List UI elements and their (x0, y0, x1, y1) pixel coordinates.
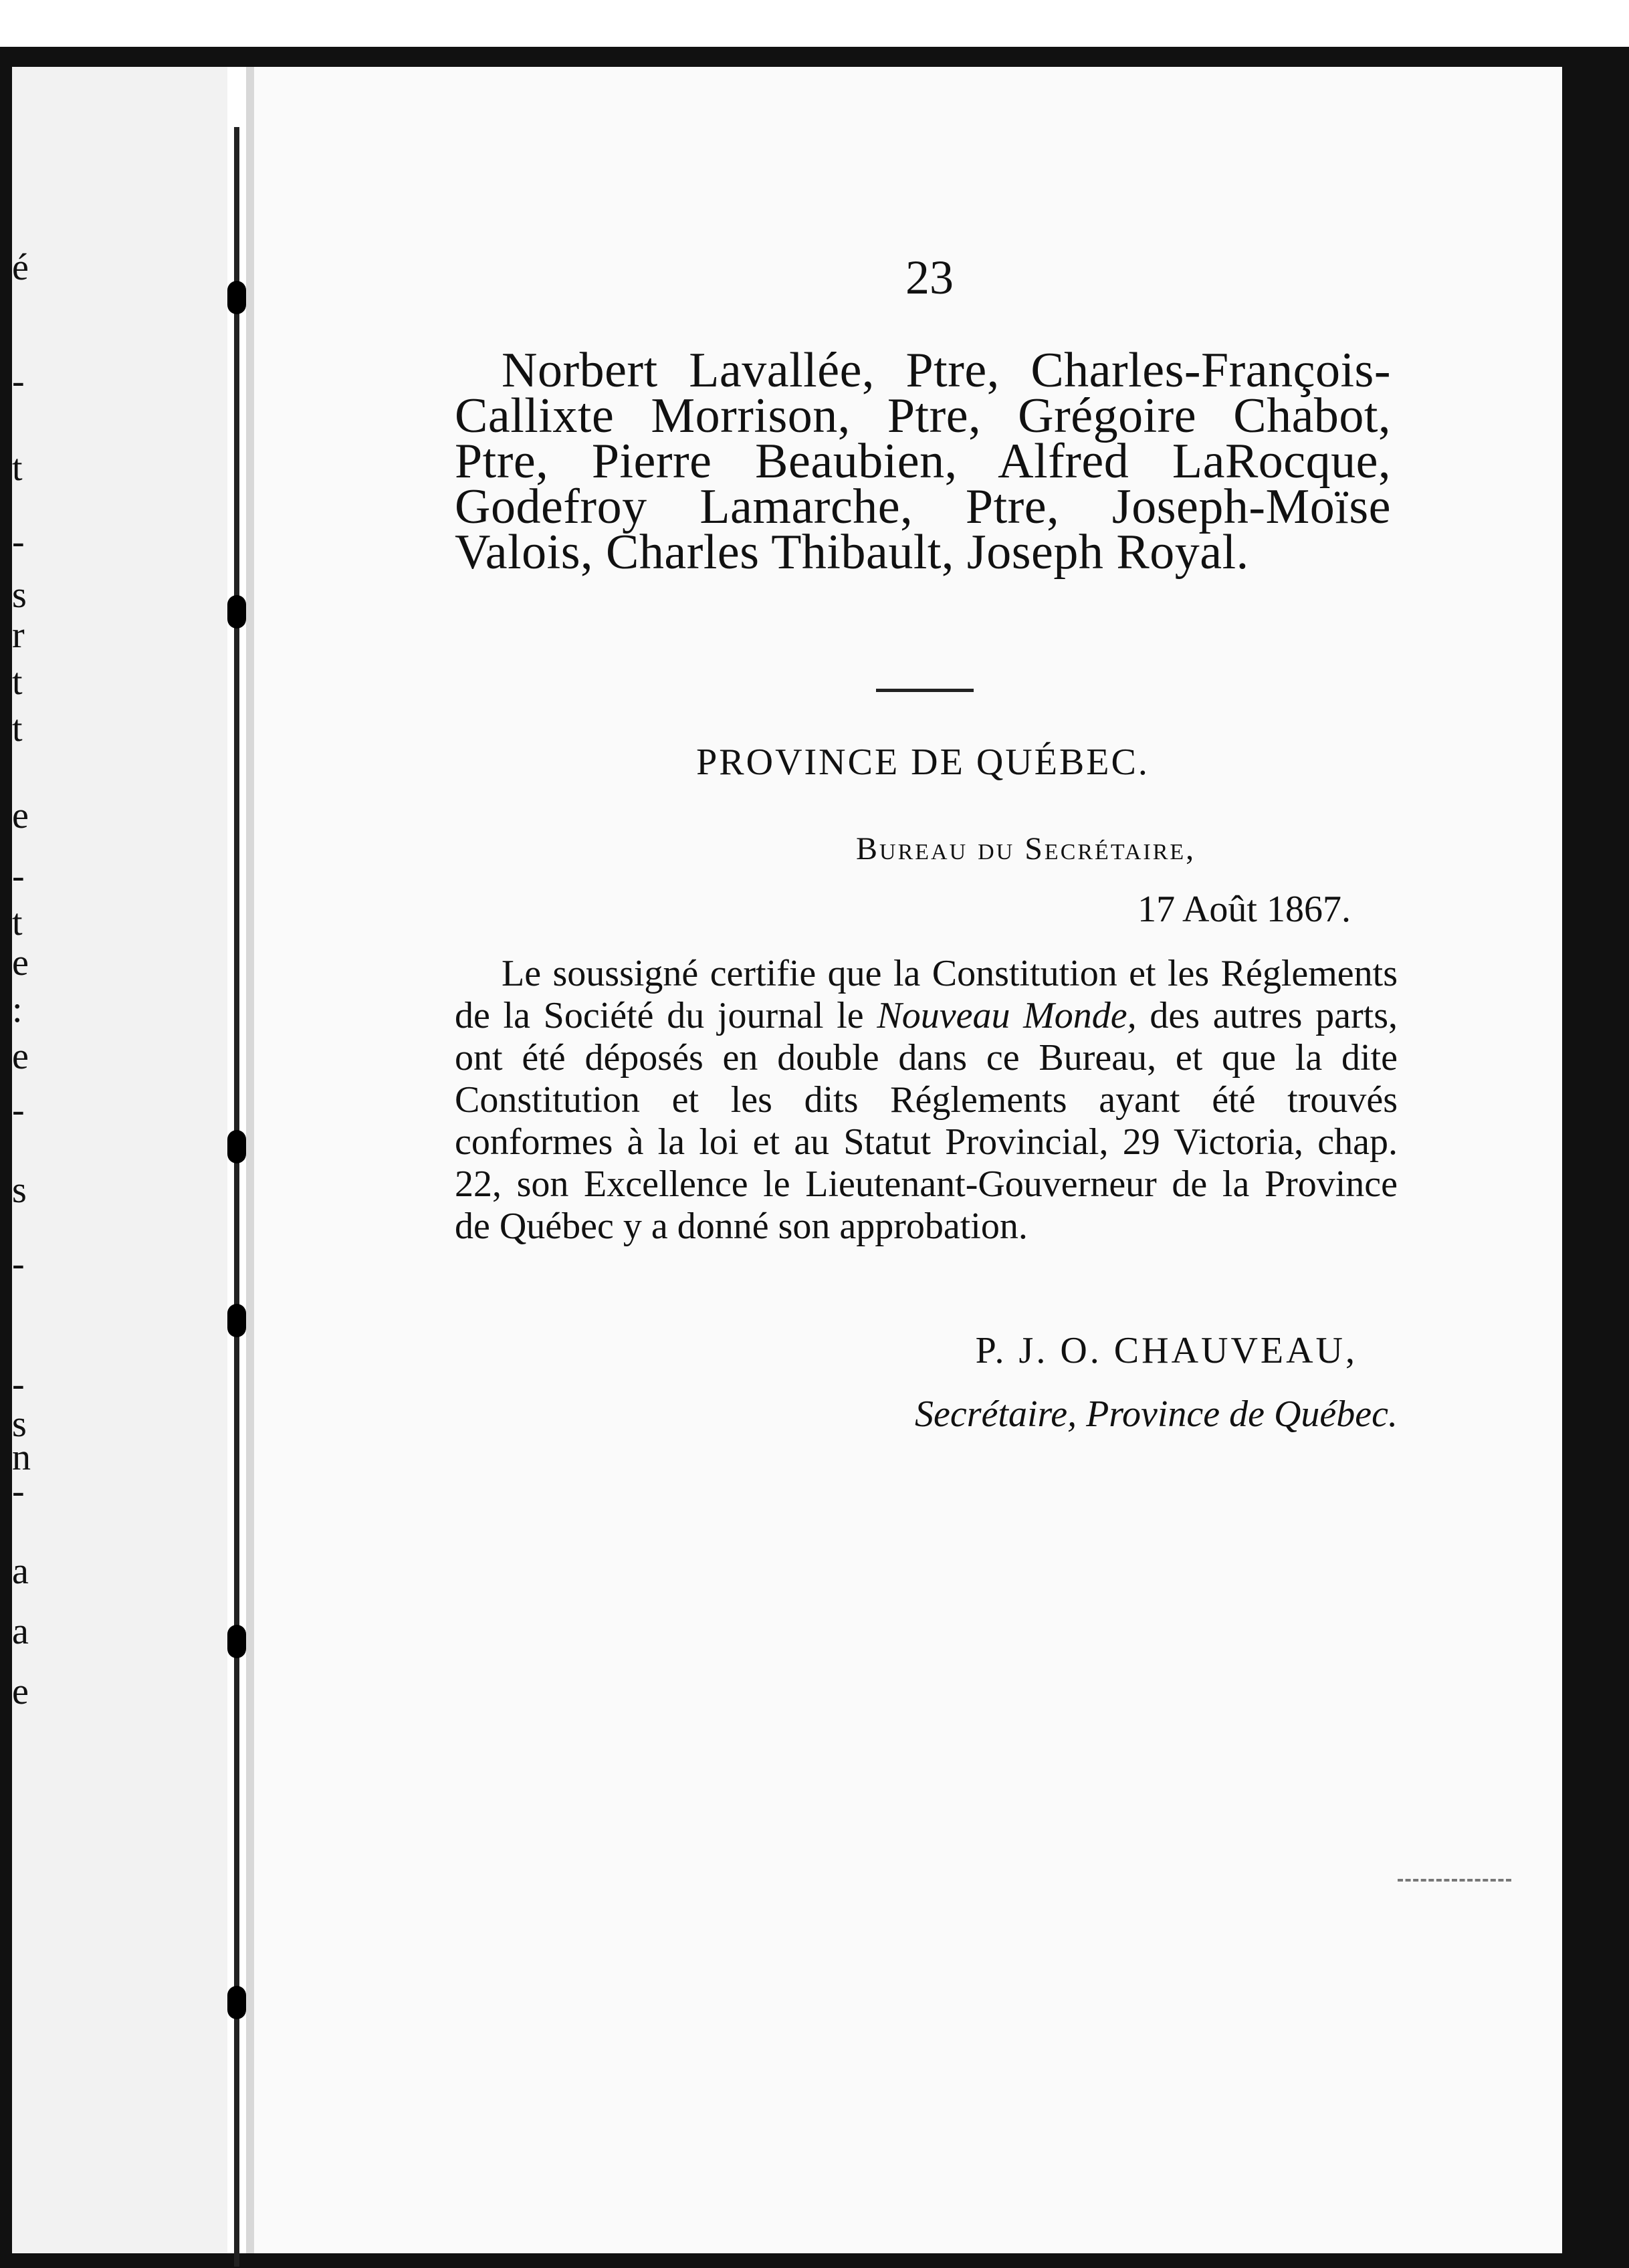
certificate-paragraph (455, 953, 1398, 1248)
stitch-mark (227, 1986, 246, 2019)
left-page-fragment: e (12, 1671, 29, 1712)
left-page-fragment: - (12, 855, 25, 897)
section-divider (876, 689, 974, 692)
left-page-fragment: e (12, 942, 29, 984)
left-page-fragment: r (12, 614, 25, 656)
body-text-end: des autres parts, ont été déposés en double dans ce Bureau, et que la dite Constitution et les dits Réglements ayant été trouvés conformes à la loi et au Statut Provincial, 29 Victoria, chap. 22, son Excellence le Lieutenant-Gouverneur de la Province de Québec y a donné son approbation. (455, 995, 1398, 1247)
signature-title: Secrétaire, Province de Québec. (915, 1393, 1398, 1435)
left-page-fragment: - (12, 1470, 25, 1512)
left-page-fragment: s (12, 1169, 27, 1211)
left-page-fragment: - (12, 360, 25, 402)
left-page-fragment: : (12, 989, 23, 1030)
margin-mark (1398, 1879, 1511, 1884)
left-page-fragment: e (12, 795, 29, 836)
spine-shadow (246, 67, 254, 2253)
page-number: 23 (905, 251, 954, 304)
spine-line (234, 127, 239, 2267)
left-page-fragment: - (12, 521, 25, 562)
left-page-fragment: a (12, 1611, 29, 1652)
left-page-fragment: t (12, 708, 23, 750)
scan-frame-right (1562, 47, 1629, 2268)
left-page-fragment: - (12, 1363, 25, 1405)
stitch-mark (227, 1625, 246, 1658)
section-heading: PROVINCE DE QUÉBEC. (696, 742, 1150, 783)
left-page-fragments (12, 67, 229, 2253)
body-text-start: Le soussigné certifie que la Constitution et les Réglements de la Société du journal le (455, 953, 1398, 1036)
book-spine (227, 67, 246, 2253)
bureau-line: Bureau du Secrétaire, (856, 831, 1196, 867)
signature-name: P. J. O. CHAUVEAU, (975, 1330, 1358, 1371)
date-line: 17 Août 1867. (1137, 889, 1351, 930)
stitch-mark (227, 281, 246, 314)
left-facing-page (12, 67, 229, 2253)
left-page-fragment: n (12, 1437, 31, 1478)
left-page-fragment: t (12, 447, 23, 489)
newspaper-title: Nouveau Monde, (877, 995, 1137, 1036)
left-page-fragment: e (12, 1036, 29, 1077)
scan-frame-bottom (0, 2253, 1629, 2268)
stitch-mark (227, 595, 246, 629)
left-page-fragment: - (12, 1089, 25, 1131)
scan-frame-top (0, 0, 1629, 70)
stitch-mark (227, 1130, 246, 1163)
stitch-mark (227, 1304, 246, 1337)
left-page-fragment: é (12, 247, 29, 288)
left-page-fragment: s (12, 1403, 27, 1445)
left-page-fragment: t (12, 902, 23, 943)
names-paragraph: Norbert Lavallée, Ptre, Charles-François-Callixte Morrison, Ptre, Grégoire Chabot, Ptre, Pierre Beaubien, Alfred LaRocque, Godefroy Lamarche, Ptre, Joseph-Moïse Valois, Charles Thibault, Joseph Royal. (455, 343, 1391, 580)
left-page-fragment: a (12, 1551, 29, 1592)
left-page-fragment: t (12, 661, 23, 703)
scan-frame-left (0, 47, 12, 2268)
left-page-fragment: - (12, 1243, 25, 1284)
left-page-fragment: s (12, 574, 27, 616)
